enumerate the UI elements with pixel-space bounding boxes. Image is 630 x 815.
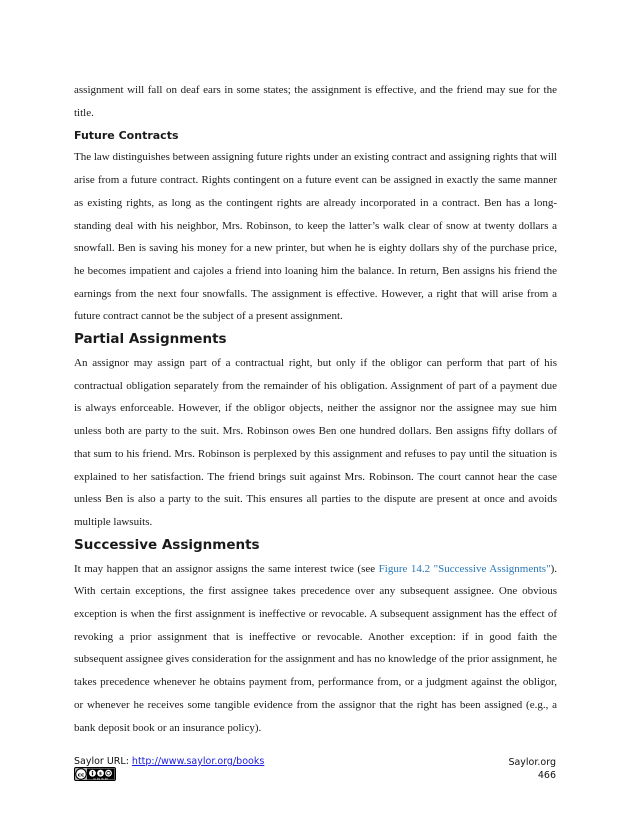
figure-link[interactable]: Figure 14.2 "Successive Assignments" bbox=[378, 562, 551, 575]
footer-url-label: Saylor URL: bbox=[74, 756, 132, 767]
footer-site: Saylor.org bbox=[508, 757, 556, 768]
paragraph-partial-assignments: An assignor may assign part of a contractual right, but only if the obligor can perform that part of his contractual obligation separately from the remainder of his obligation. Assignment of part of a payment due is always enforceable. However, if the obligor objects, neither the assignor nor the assignee may sue him unless both are party to the suit. Mrs. Robinson owes Ben one hundred dollars. Ben assigns fifty dollars of that sum to his friend. Mrs. Robinson is perplexed by this assignment and refuses to pay until the situation is explained to her satisfaction. The friend brings suit against Mrs. Robinson. The court cannot hear the case unless Ben is also a party to the suit. This ensures all parties to the dispute are present at once and avoids multiple lawsuits. bbox=[74, 357, 557, 528]
footer-saylor-url bbox=[74, 756, 264, 767]
heading-successive-assignments: Successive Assignments bbox=[74, 536, 260, 553]
footer-url-link[interactable]: http://www.saylor.org/books bbox=[131, 756, 265, 767]
paragraph-successive-assignments bbox=[74, 558, 557, 740]
page-content bbox=[74, 79, 557, 739]
paragraph-text-end: ). With certain exceptions, the first assignee takes precedence over any subsequent assignee. One obvious exception is when the first assignment is ineffective or revocable. A subsequent assignment has the effect of revoking a prior assignment that is ineffective or revocable. Another exception: if in good faith the subsequent assignee gives consideration for the assignment and has no knowledge of the prior assignment, he takes precedence whenever he obtains payment from, performance from, or a judgment against the obligor, or whenever he receives some tangible evidence from the assignor that the right has been assigned (e.g., a bank deposit book or an insurance policy). bbox=[74, 562, 557, 734]
heading-partial-assignments: Partial Assignments bbox=[74, 331, 227, 348]
paragraph-future-contracts: The law distinguishes between assigning future rights under an existing contract and assigning rights that will arise from a future contract. Rights contingent on a future event can be assigned in exactly the same manner as existing rights, as long as the contingent rights are already incorporated in a contract. Ben has a long-standing deal with his neighbor, Mrs. Robinson, to keep the latter’s walk clear of snow at twenty dollars a snowfall. Ben is saving his money for a new printer, but when he is eighty dollars shy of the purchase price, he becomes impatient and cajoles a friend into loaning him the balance. In return, Ben assigns his friend the earnings from the next four snowfalls. The assignment is effective. However, a right that will arise from a future contract cannot be the subject of a present assignment. bbox=[74, 151, 557, 323]
paragraph-text-start: It may happen that an assignor assigns the same interest twice (see bbox=[74, 562, 379, 575]
creative-commons-license-icon[interactable] bbox=[74, 767, 116, 781]
svg-text:cc by nc sa: cc by nc sa bbox=[93, 777, 108, 781]
footer-right bbox=[508, 756, 556, 782]
page-number: 466 bbox=[537, 770, 556, 781]
heading-future-contracts: Future Contracts bbox=[74, 129, 179, 143]
svg-text:cc: cc bbox=[77, 772, 85, 779]
svg-text:$: $ bbox=[98, 772, 103, 777]
paragraph-continuation: assignment will fall on deaf ears in some states; the assignment is effective, and the friend may sue for the title. bbox=[74, 84, 557, 119]
